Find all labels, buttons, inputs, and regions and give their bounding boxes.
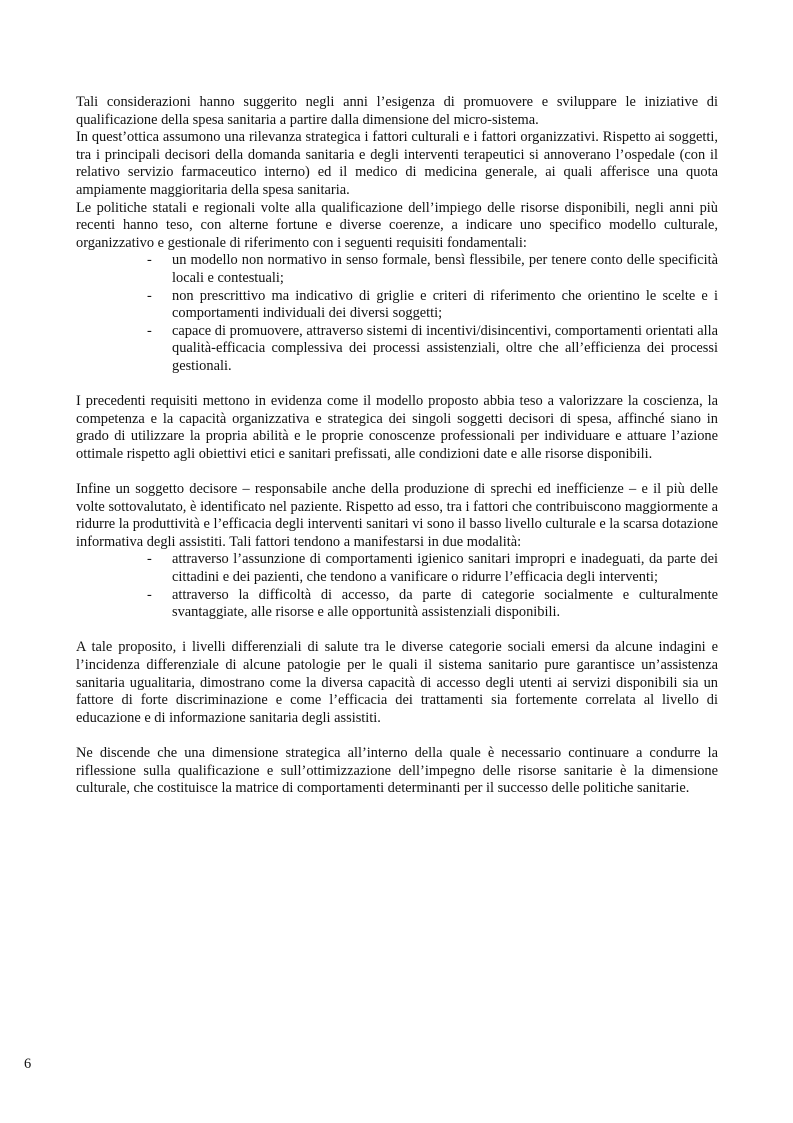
page-number: 6 bbox=[24, 1056, 32, 1072]
document-body bbox=[76, 94, 718, 798]
list-item bbox=[76, 288, 718, 323]
list-item-text: un modello non normativo in senso formale, bensì flessibile, per tenere conto delle specificità locali e contestuali; bbox=[172, 252, 718, 286]
paragraph-conclusion: Ne discende che una dimensione strategica all’interno della quale è necessario continuare a condurre la riflessione sulla qualificazione e sull’ottimizzazione dell’impegno delle risorse sanitarie è la dimensione culturale, che costituisce la matrice di comportamenti determinanti per il successo delle politiche sanitarie. bbox=[76, 744, 718, 797]
section-health-differentials bbox=[76, 639, 718, 727]
list-item-text: capace di promuovere, attraverso sistemi di incentivi/disincentivi, comportamenti orientati alla qualità-efficacia complessiva dei processi assistenziali, oltre che all’efficienza dei processi gestionali. bbox=[172, 322, 718, 374]
list-item bbox=[76, 323, 718, 376]
section-patient bbox=[76, 481, 718, 622]
paragraph-strategic-factors: In quest’ottica assumono una rilevanza strategica i fattori culturali e i fattori organizzativi. Rispetto ai soggetti, tra i principali decisori della domanda sanitaria e degli interventi terapeutici si annoverano l’ospedale (con il relativo servizio farmaceutico interno) ed il medico di medicina generale, ai quali afferisce una quota ampiamente maggioritaria della spesa sanitaria. bbox=[76, 129, 718, 198]
paragraph-requirements: I precedenti requisiti mettono in evidenza come il modello proposto abbia teso a valorizzare la coscienza, la competenza e la capacità organizzativa e strategica dei singoli soggetti decisori di spesa, affinché siano in grado di utilizzare la propria abilità e le proprie conoscenze professionali per individuare e attuare l’azione ottimale rispetto agli obiettivi etici e sanitari prefissati, alle condizioni date e alle risorse disponibili. bbox=[76, 393, 718, 462]
list-dash: - bbox=[147, 551, 152, 568]
requirements-list bbox=[76, 252, 718, 375]
list-dash: - bbox=[147, 252, 152, 269]
paragraph-health-differentials: A tale proposito, i livelli differenziali di salute tra le diverse categorie sociali emersi da alcune indagini e l’incidenza differenziale di alcune patologie per le quali il sistema sanitario pure garantisce un’assistenza sanitaria ugualitaria, dimostrano come la diversa capacità di accesso degli utenti ai servizi disponibili sia un fattore di forte discriminazione e come l’efficacia dei trattamenti sia fortemente correlata al livello di educazione e di informazione sanitaria degli assistiti. bbox=[76, 639, 718, 726]
section-conclusion bbox=[76, 745, 718, 798]
list-dash: - bbox=[147, 322, 152, 339]
paragraph-intro: Tali considerazioni hanno suggerito negli anni l’esigenza di promuovere e sviluppare le iniziative di qualificazione della spesa sanitaria a partire dalla dimensione del micro-sistema. bbox=[76, 94, 718, 128]
list-item-text: attraverso l’assunzione di comportamenti igienico sanitari impropri e inadeguati, da parte dei cittadini e dei pazienti, che tendono a vanificare o ridurre l’efficacia degli interventi; bbox=[172, 551, 718, 586]
list-item bbox=[76, 587, 718, 622]
paragraph-policies: Le politiche statali e regionali volte alla qualificazione dell’impiego delle risorse disponibili, negli anni più recenti hanno teso, con alterne fortune e diverse coerenze, a indicare uno specifico modello culturale, organizzativo e gestionale di riferimento con i seguenti requisiti fondamentali: bbox=[76, 199, 718, 251]
modalities-list bbox=[76, 551, 718, 621]
section-qualification bbox=[76, 94, 718, 376]
section-requirements bbox=[76, 393, 718, 463]
list-item bbox=[76, 252, 718, 287]
list-item bbox=[76, 551, 718, 586]
paragraph-patient: Infine un soggetto decisore – responsabile anche della produzione di sprechi ed inefficienze – e il più delle volte sottovalutato, è identificato nel paziente. Rispetto ad esso, tra i fattori che contribuiscono maggiormente a ridurre la produttività e l’efficacia degli interventi sanitari vi sono il basso livello culturale e la scarsa dotazione informativa degli assistiti. Tali fattori tendono a manifestarsi in due modalità: bbox=[76, 481, 718, 550]
list-dash: - bbox=[147, 287, 152, 304]
list-dash: - bbox=[147, 586, 152, 603]
list-item-text: non prescrittivo ma indicativo di griglie e criteri di riferimento che orientino le scelte e i comportamenti individuali dei diversi soggetti; bbox=[172, 287, 718, 322]
list-item-text: attraverso la difficoltà di accesso, da parte di categorie socialmente e culturalmente svantaggiate, alle risorse e alle opportunità assistenziali disponibili. bbox=[172, 586, 718, 621]
